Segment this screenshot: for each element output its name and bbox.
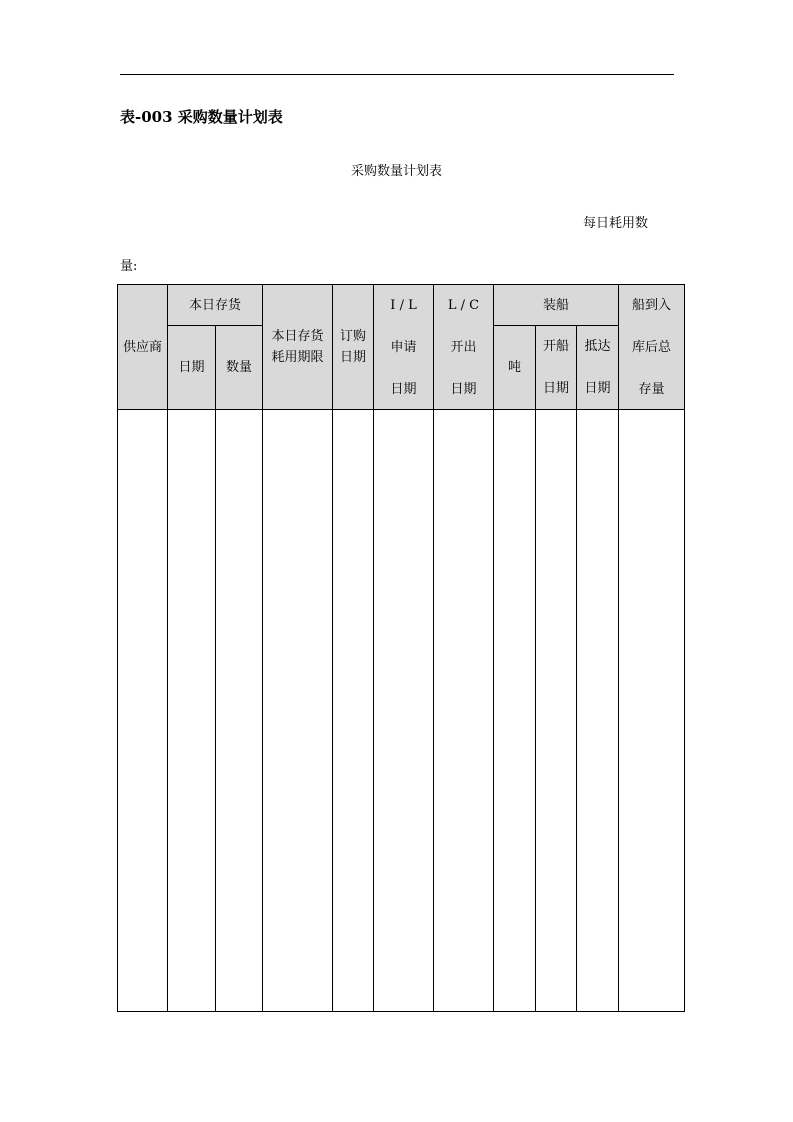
cell-stock-date[interactable] (168, 410, 216, 1012)
cell-usage-period[interactable] (263, 410, 333, 1012)
cell-lc-date[interactable] (434, 410, 494, 1012)
purchase-plan-table (117, 284, 685, 1012)
top-rule (120, 74, 674, 75)
cell-arrive-date[interactable] (577, 410, 619, 1012)
header-stock-qty: 数量 (216, 326, 263, 410)
cell-ton[interactable] (494, 410, 536, 1012)
table-title: 采购数量计划表 (350, 164, 442, 179)
cell-supplier[interactable] (118, 410, 168, 1012)
header-supplier: 供应商 (118, 285, 168, 410)
header-shipping: 装船 (494, 285, 619, 326)
quantity-label: 量: (120, 259, 138, 274)
document-heading: 表-003 采购数量计划表 (120, 108, 283, 126)
header-usage-period: 本日存货 耗用期限 (263, 285, 333, 410)
header-stock-today: 本日存货 (168, 285, 263, 326)
daily-usage-label: 每日耗用数 (583, 216, 649, 231)
header-order-date: 订购 日期 (333, 285, 374, 410)
cell-order-date[interactable] (333, 410, 374, 1012)
header-ton: 吨 (494, 326, 536, 410)
cell-total-stock[interactable] (619, 410, 685, 1012)
header-stock-date: 日期 (168, 326, 216, 410)
cell-il-date[interactable] (374, 410, 434, 1012)
header-lc-date: L / C 开出 日期 (434, 285, 494, 410)
cell-stock-qty[interactable] (216, 410, 263, 1012)
table-row (118, 410, 685, 1012)
cell-depart-date[interactable] (536, 410, 577, 1012)
header-arrive-date: 抵达 日期 (577, 326, 619, 410)
header-total-stock: 船到入 库后总 存量 (619, 285, 685, 410)
header-depart-date: 开船 日期 (536, 326, 577, 410)
header-il-date: I / L 申请 日期 (374, 285, 434, 410)
